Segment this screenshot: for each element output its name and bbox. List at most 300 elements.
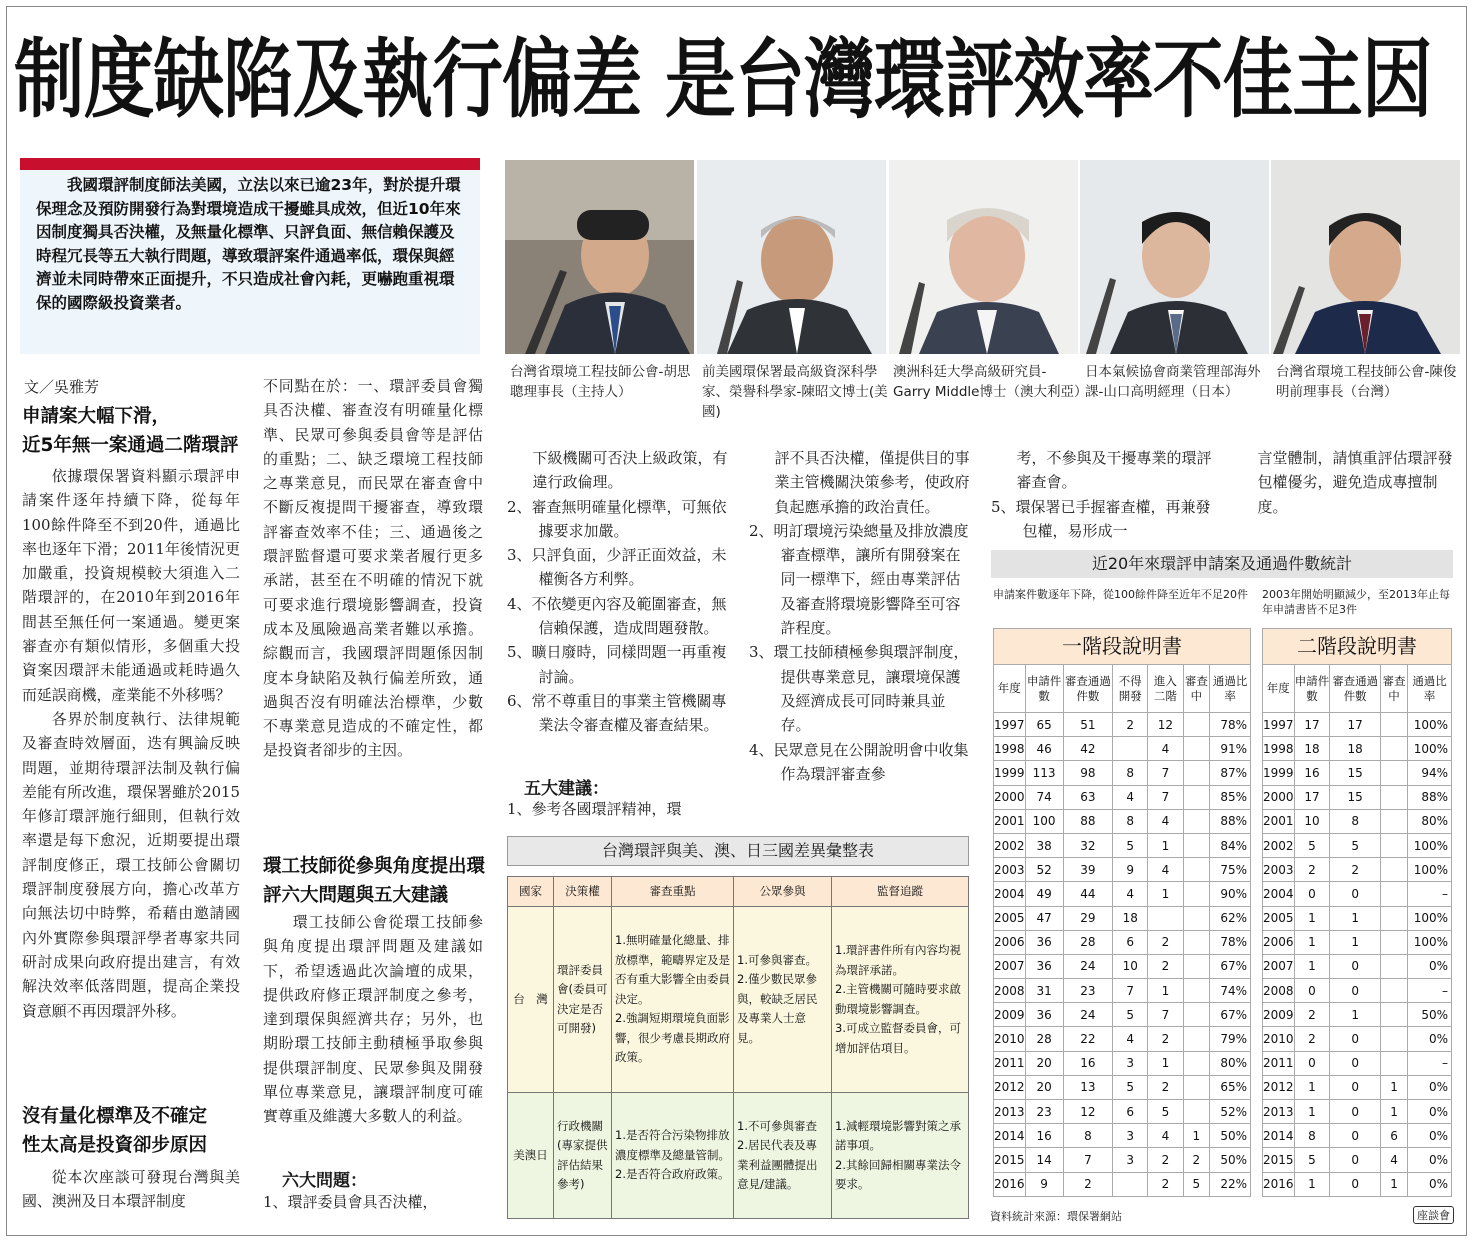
table-row [1263, 1148, 1452, 1172]
table-cell: 91% [1210, 737, 1251, 761]
subhead-2-line2: 性太高是投資卻步原因 [22, 1135, 208, 1156]
stats-header: 審查通過件數 [1330, 665, 1381, 713]
table-cell: 16 [1063, 1051, 1112, 1075]
table-cell: 2 [1148, 930, 1183, 954]
table-cell: 63 [1063, 785, 1112, 809]
table-cell: 12 [1063, 1100, 1112, 1124]
compare-cell: 1.不可參與審查 2.居民代表及專業利益團體提出意見/建議。 [734, 1093, 832, 1219]
speaker-photo-2-image [697, 160, 886, 354]
table-cell: 32 [1063, 833, 1112, 857]
table-cell [1380, 979, 1407, 1003]
lede-text: 我國環評制度師法美國，立法以來已逾23年，對於提升環保理念及預防開發行為對環境造成干擾雖具成效，但近10年來因制度獨具否決權，及無量化標準、只評負面、無信賴保護及時程冗長等五大執行問題，導致環評案件通過率低，環保與經濟並未同時帶來正面提升，不只造成社會內耗，更嚇跑重視環保的國際級投資業者。 [20, 170, 480, 354]
table-cell: 2010 [994, 1027, 1026, 1051]
table-cell: 29 [1063, 906, 1112, 930]
table-cell: 0 [1330, 954, 1381, 978]
list-item: 考，不參與及干擾專業的環評審查會。 [1016, 449, 1212, 492]
table-cell [1380, 906, 1407, 930]
table-row [1263, 1100, 1452, 1124]
table-cell: 24 [1063, 1003, 1112, 1027]
table-cell: 65 [1025, 713, 1063, 737]
table-cell: 4 [1148, 809, 1183, 833]
table-cell [1380, 1051, 1407, 1075]
table-row [1263, 858, 1452, 882]
suggestions-list-end: 言堂體制，請慎重評估環評發包權優劣，避免造成專擅制度。 [1257, 449, 1453, 516]
table-cell: 50% [1210, 1148, 1251, 1172]
table-row [994, 1148, 1251, 1172]
subhead-2-line1: 沒有量化標準及不確定 [22, 1106, 208, 1127]
table-cell: 2002 [1263, 833, 1295, 857]
table-cell: 100% [1408, 906, 1452, 930]
table-cell: 80% [1210, 1051, 1251, 1075]
stats-header: 申請件數 [1294, 665, 1330, 713]
table-cell: 6 [1113, 930, 1148, 954]
stats-header: 通過比率 [1408, 665, 1452, 713]
table-cell: 1 [1294, 1172, 1330, 1196]
table-cell: 0% [1408, 1100, 1452, 1124]
table-cell: 5 [1294, 833, 1330, 857]
table-cell: 2007 [1263, 954, 1295, 978]
compare-country: 台 灣 [508, 907, 554, 1093]
table-cell: 2014 [994, 1124, 1026, 1148]
table-cell [1183, 1003, 1210, 1027]
table-cell: 5 [1294, 1148, 1330, 1172]
table-cell: 2 [1294, 1003, 1330, 1027]
table-cell: 2 [1294, 858, 1330, 882]
table-cell: 62% [1210, 906, 1251, 930]
list-item: 評不具否決權，僅提供目的事業主管機關決策參考，使政府負起應承擔的政治責任。 [774, 449, 970, 516]
table-cell: 2008 [994, 979, 1026, 1003]
five-suggestions-title: 五大建議： [524, 779, 609, 799]
problems-list [507, 446, 729, 738]
table-cell: 1 [1294, 1100, 1330, 1124]
table-row [1263, 979, 1452, 1003]
table-row [994, 858, 1251, 882]
stats-source: 資料統計來源：環保署網站 [990, 1210, 1122, 1223]
table-cell [1183, 1027, 1210, 1051]
table-cell: 87% [1210, 761, 1251, 785]
table-cell [1183, 979, 1210, 1003]
table-cell: 22% [1210, 1172, 1251, 1196]
table-row [1263, 1124, 1452, 1148]
table-row [994, 954, 1251, 978]
table-cell: 0 [1330, 1124, 1381, 1148]
table-cell: 1 [1148, 979, 1183, 1003]
table-cell: 65% [1210, 1075, 1251, 1099]
table-cell: 1998 [994, 737, 1026, 761]
table-cell: 52% [1210, 1100, 1251, 1124]
table-cell [1183, 833, 1210, 857]
table-cell: 13 [1063, 1075, 1112, 1099]
column-1-body [22, 464, 240, 1023]
list-item: 2、審查無明確量化標準，可無依據要求加嚴。 [507, 497, 727, 540]
table-row [994, 1051, 1251, 1075]
table-cell: 8 [1330, 809, 1381, 833]
table-cell: 79% [1210, 1027, 1251, 1051]
table-cell: 1 [1380, 1075, 1407, 1099]
table-row [1263, 809, 1452, 833]
table-cell: 2008 [1263, 979, 1295, 1003]
list-item: 4、不依變更內容及範圍審查，無信賴保護，造成問題發散。 [507, 594, 727, 638]
table-cell: 67% [1210, 954, 1251, 978]
table-cell [1380, 858, 1407, 882]
table-cell: 22 [1063, 1027, 1112, 1051]
table-cell: 2009 [1263, 1003, 1295, 1027]
table-cell: 98 [1063, 761, 1112, 785]
compare-cell: 行政機關(專家提供評估結果參考) [554, 1093, 612, 1219]
speaker-photo-4-image [1080, 160, 1269, 354]
table-cell: 9 [1025, 1172, 1063, 1196]
table-cell: 1 [1330, 930, 1381, 954]
table-cell: 2010 [1263, 1027, 1295, 1051]
stats-note-left: 申請案件數逐年下降，從100餘件降至近年不足20件 [993, 588, 1248, 601]
table-cell: 1999 [1263, 761, 1295, 785]
table-cell: 1 [1294, 1075, 1330, 1099]
speaker-photo-1 [505, 160, 694, 354]
table-cell: 28 [1025, 1027, 1063, 1051]
table-cell: 84% [1210, 833, 1251, 857]
table-cell: 1 [1294, 954, 1330, 978]
table-row [1263, 1027, 1452, 1051]
table-cell [1380, 882, 1407, 906]
table-cell: 18 [1330, 737, 1381, 761]
list-item: 1、參考各國環評精神，環 [507, 800, 682, 818]
table-cell [1183, 761, 1210, 785]
stats-header: 年度 [1263, 665, 1295, 713]
table-row [1263, 1051, 1452, 1075]
compare-cell: 1.可參與審查。 2.僅少數民眾參與，較缺乏居民及專業人士意見。 [734, 907, 832, 1093]
table-cell: – [1408, 882, 1452, 906]
subhead-1-line2: 近5年無一案通過二階環評 [22, 435, 239, 456]
photo-caption-5: 台灣省環境工程技師公會-陳俊明前理事長（台灣） [1276, 364, 1457, 400]
table-cell: 23 [1063, 979, 1112, 1003]
table-cell: 3 [1113, 1051, 1148, 1075]
lede-accent-bar [20, 158, 480, 170]
subhead-3-line2: 評六大問題與五大建議 [263, 885, 449, 906]
table-cell: 80% [1408, 809, 1452, 833]
table-cell: 0% [1408, 1075, 1452, 1099]
table-cell: 4 [1148, 737, 1183, 761]
stats-header: 審查通過件數 [1063, 665, 1112, 713]
table-cell: 0 [1330, 882, 1381, 906]
six-problems-title: 六大問題： [282, 1171, 367, 1191]
paragraph: 環工技師公會從環工技師參與角度提出環評問題及建議如下，希望透過此次論壇的成果，提供政府修正環評制度之參考，達到環保與經濟共存；另外，也期盼環工技師主動積極爭取參與提供環評制度、民眾參與及開發單位專業意見，讓環評制度可確實尊重及維護大多數人的利益。 [263, 913, 483, 1126]
table-row [1263, 833, 1452, 857]
table-cell [1183, 1100, 1210, 1124]
table-row [994, 1075, 1251, 1099]
compare-header: 公眾參與 [734, 877, 832, 907]
table-cell: 8 [1113, 761, 1148, 785]
table-cell: 88 [1063, 809, 1112, 833]
table-cell: 8 [1294, 1124, 1330, 1148]
table-cell: 4 [1113, 1027, 1148, 1051]
table-cell: 2005 [994, 906, 1026, 930]
table-row [994, 979, 1251, 1003]
stage2-title: 二階段說明書 [1263, 629, 1452, 665]
table-cell: 2011 [994, 1051, 1026, 1075]
table-cell: 15 [1330, 761, 1381, 785]
stats-header: 年度 [994, 665, 1026, 713]
table-row [994, 906, 1251, 930]
table-cell: 100 [1025, 809, 1063, 833]
table-row [508, 907, 969, 1093]
table-cell: 1 [1148, 1051, 1183, 1075]
table-cell: – [1408, 1051, 1452, 1075]
table-cell: 74% [1210, 979, 1251, 1003]
table-cell: 9 [1113, 858, 1148, 882]
table-cell: 2015 [1263, 1148, 1295, 1172]
table-cell: 2004 [994, 882, 1026, 906]
table-cell: 0% [1408, 1148, 1452, 1172]
table-row [994, 809, 1251, 833]
table-row [994, 737, 1251, 761]
list-item: 5、曠日廢時，同樣問題一再重複討論。 [507, 643, 727, 686]
table-cell: 2001 [1263, 809, 1295, 833]
table-cell: 2014 [1263, 1124, 1295, 1148]
compare-table [507, 876, 969, 1219]
paragraph: 從本次座談可發現台灣與美國、澳洲及日本環評制度 [22, 1168, 240, 1211]
table-cell: 2 [1063, 1172, 1112, 1196]
table-cell: 0 [1294, 1051, 1330, 1075]
speaker-photo-2 [697, 160, 886, 354]
table-cell: 75% [1210, 858, 1251, 882]
headline: 制度缺陷及執行偏差 是台灣環評效率不佳主因 [14, 30, 1432, 130]
table-cell: 5 [1148, 1100, 1183, 1124]
table-cell: 18 [1294, 737, 1330, 761]
table-cell: 0 [1330, 979, 1381, 1003]
table-cell: 8 [1063, 1124, 1112, 1148]
table-cell: 0 [1294, 979, 1330, 1003]
byline: 文／吳雅芳 [24, 378, 100, 396]
table-cell: 42 [1063, 737, 1112, 761]
table-cell [1183, 858, 1210, 882]
table-cell: 1 [1330, 1003, 1381, 1027]
table-row [994, 833, 1251, 857]
list-item: 5、環保署已手握審查權，再兼發包權，易形成一 [991, 497, 1211, 540]
table-row [994, 785, 1251, 809]
compare-cell: 1.減輕環境影響對策之承諾事項。 2.其餘回歸相關專業法令要求。 [832, 1093, 969, 1219]
table-cell: 50% [1210, 1124, 1251, 1148]
table-cell [1113, 737, 1148, 761]
table-cell: 4 [1113, 785, 1148, 809]
list-item: 6、常不尊重目的事業主管機關專業法令審查權及審查結果。 [507, 691, 727, 735]
column-2-body [263, 374, 483, 763]
stage1-title: 一階段說明書 [994, 629, 1251, 665]
table-cell [1183, 906, 1210, 930]
compare-header: 審查重點 [612, 877, 734, 907]
table-cell: 2 [1148, 954, 1183, 978]
list-item: 3、只評負面，少評正面效益，未權衡各方利弊。 [507, 546, 727, 589]
table-cell: 51 [1063, 713, 1112, 737]
stats-title: 近20年來環評申請案及通過件數統計 [991, 550, 1453, 578]
table-cell: 7 [1148, 1003, 1183, 1027]
table-row [1263, 761, 1452, 785]
table-cell: 7 [1063, 1148, 1112, 1172]
table-cell: 94% [1408, 761, 1452, 785]
table-row [1263, 1003, 1452, 1027]
speaker-photo-5 [1271, 160, 1460, 354]
photo-caption-4: 日本氣候協會商業管理部海外課-山口高明經理（日本） [1085, 364, 1261, 400]
table-cell: 17 [1294, 785, 1330, 809]
table-cell: 0 [1330, 1148, 1381, 1172]
table-cell: 0% [1408, 1027, 1452, 1051]
table-cell: 2007 [994, 954, 1026, 978]
table-cell: 78% [1210, 713, 1251, 737]
table-cell: 46 [1025, 737, 1063, 761]
table-cell: 2012 [1263, 1075, 1295, 1099]
table-row [1263, 882, 1452, 906]
list-item: 4、民眾意見在公開說明會中收集作為環評審查參 [749, 740, 969, 783]
table-cell: 4 [1148, 858, 1183, 882]
table-cell: 90% [1210, 882, 1251, 906]
compare-cell: 1.無明確量化總量、排放標準，範疇界定及是否有重大影響全由委員決定。 2.強調短期環境負面影響，很少考慮長期政府政策。 [612, 907, 734, 1093]
table-row [994, 930, 1251, 954]
table-cell: – [1408, 979, 1452, 1003]
table-cell: 2002 [994, 833, 1026, 857]
table-cell: 50% [1408, 1003, 1452, 1027]
photo-caption-1: 台灣省環境工程技師公會-胡思聰理事長（主持人） [510, 364, 691, 400]
table-cell: 0% [1408, 1172, 1452, 1196]
table-cell [1380, 737, 1407, 761]
table-cell: 3 [1113, 1148, 1148, 1172]
subhead-3-line1: 環工技師從參與角度提出環 [263, 856, 486, 877]
stats-header: 不得開發 [1113, 665, 1148, 713]
table-cell [1380, 785, 1407, 809]
table-row [994, 1172, 1251, 1196]
list-item: 下級機關可否決上級政策，有違行政倫理。 [532, 449, 728, 492]
table-row [1263, 713, 1452, 737]
table-cell [1183, 713, 1210, 737]
table-cell: 2009 [994, 1003, 1026, 1027]
table-cell [1380, 833, 1407, 857]
speaker-photo-1-image [505, 160, 694, 354]
table-cell: 0 [1330, 1172, 1381, 1196]
table-cell: 3 [1113, 1124, 1148, 1148]
table-cell: 12 [1148, 713, 1183, 737]
paragraph: 不同點在於：一、環評委員會獨具否決權、審查沒有明確量化標準、民眾可參與委員會等是評估的重點；二、缺乏環境工程技師之專業意見，而民眾在審查會中不斷反複提問干擾審查，導致環評審查效率不佳；三、通過後之環評監督還可要求業者履行更多承諾，甚至在不明確的情況下就可要求進行環境影響調查，投資成本及風險過高業者難以承擔。綜觀而言，我國環評問題係因制度本身缺陷及執行偏差所致，通過與否沒有明確法治標準，少數不專業意見造成的不確定性，都是投資者卻步的主因。 [263, 377, 483, 760]
table-row [1263, 1075, 1452, 1099]
table-cell: 1998 [1263, 737, 1295, 761]
table-cell: 0% [1408, 1124, 1452, 1148]
stats-header: 申請件數 [1025, 665, 1063, 713]
photo-caption-3: 澳洲科廷大學高級研究員-Garry Middle博士（澳大利亞） [893, 364, 1088, 400]
table-cell: 2001 [994, 809, 1026, 833]
table-cell: 100% [1408, 833, 1452, 857]
suggestions-list [749, 446, 971, 786]
table-cell: 0 [1294, 882, 1330, 906]
table-cell: 2016 [994, 1172, 1026, 1196]
table-cell [1380, 1027, 1407, 1051]
table-cell: 74 [1025, 785, 1063, 809]
six-problems-first [263, 1190, 483, 1214]
lede-box [20, 158, 480, 354]
table-cell: 38 [1025, 833, 1063, 857]
table-cell: 18 [1113, 906, 1148, 930]
table-cell: 2006 [1263, 930, 1295, 954]
table-cell: 5 [1330, 833, 1381, 857]
table-row [994, 882, 1251, 906]
column-1-tail [22, 1165, 240, 1214]
table-cell: 5 [1113, 1075, 1148, 1099]
paragraph: 依據環保署資料顯示環評申請案件逐年持續下降，從每年100餘件降至不到20件，通過比率也逐年下滑；2011年後情況更加嚴重，投資規模較大須進入二階環評的，在2010年到2016年間甚至無任何一案通過。變更案審查亦有類似情形，多個重大投資案因環評未能通過或耗時過久而延誤商機，產業能不外移嗎？ [22, 467, 240, 704]
table-cell: 10 [1294, 809, 1330, 833]
table-cell: 17 [1330, 713, 1381, 737]
table-cell: 14 [1025, 1148, 1063, 1172]
stats-header: 進入二階 [1148, 665, 1183, 713]
table-row [1263, 737, 1452, 761]
table-cell [1183, 954, 1210, 978]
table-cell: 88% [1210, 809, 1251, 833]
table-cell: 1 [1294, 930, 1330, 954]
table-cell [1183, 930, 1210, 954]
table-cell: 1 [1148, 833, 1183, 857]
table-cell: 5 [1113, 1003, 1148, 1027]
compare-header: 監督追蹤 [832, 877, 969, 907]
table-cell: 20 [1025, 1075, 1063, 1099]
table-row [1263, 930, 1452, 954]
table-cell [1183, 737, 1210, 761]
table-cell: 2012 [994, 1075, 1026, 1099]
table-cell: 2003 [1263, 858, 1295, 882]
table-cell: 2 [1148, 1148, 1183, 1172]
table-cell: 2005 [1263, 906, 1295, 930]
table-cell: 100% [1408, 737, 1452, 761]
table-row [994, 1100, 1251, 1124]
table-cell: 1 [1148, 882, 1183, 906]
five-suggestions-first [507, 797, 729, 821]
table-cell: 2 [1148, 1172, 1183, 1196]
table-cell: 2013 [1263, 1100, 1295, 1124]
subhead-1 [22, 402, 252, 460]
column-2-body-b [263, 910, 483, 1129]
table-cell: 78% [1210, 930, 1251, 954]
table-row [994, 1124, 1251, 1148]
table-cell: 39 [1063, 858, 1112, 882]
table-row [1263, 954, 1452, 978]
table-cell [1148, 906, 1183, 930]
table-cell: 49 [1025, 882, 1063, 906]
table-cell: 15 [1330, 785, 1381, 809]
table-cell [1380, 954, 1407, 978]
table-cell: 100% [1408, 713, 1452, 737]
table-cell: 2003 [994, 858, 1026, 882]
table-cell: 4 [1148, 1124, 1183, 1148]
table-cell: 52 [1025, 858, 1063, 882]
table-cell [1183, 1051, 1210, 1075]
table-cell [1380, 930, 1407, 954]
table-cell: 23 [1025, 1100, 1063, 1124]
stats-header: 審查中 [1183, 665, 1210, 713]
table-cell: 0 [1330, 1100, 1381, 1124]
table-cell: 36 [1025, 930, 1063, 954]
table-cell: 2 [1113, 713, 1148, 737]
table-cell: 2 [1183, 1148, 1210, 1172]
table-cell: 100% [1408, 930, 1452, 954]
table-cell: 2 [1330, 858, 1381, 882]
table-cell [1183, 1075, 1210, 1099]
table-cell: 2 [1148, 1075, 1183, 1099]
table-cell: 44 [1063, 882, 1112, 906]
table-row [1263, 906, 1452, 930]
table-cell: 2016 [1263, 1172, 1295, 1196]
section-tag: 座談會 [1413, 1206, 1454, 1224]
table-cell: 85% [1210, 785, 1251, 809]
compare-cell: 1.環評書件所有內容均視為環評承諾。 2.主管機關可隨時要求啟動環境影響調查。 3.可成立監督委員會，可增加評估項目。 [832, 907, 969, 1093]
table-cell: 31 [1025, 979, 1063, 1003]
stage2-table [1262, 628, 1452, 1197]
table-row [994, 1003, 1251, 1027]
stats-header: 通過比率 [1210, 665, 1251, 713]
table-row [1263, 1172, 1452, 1196]
